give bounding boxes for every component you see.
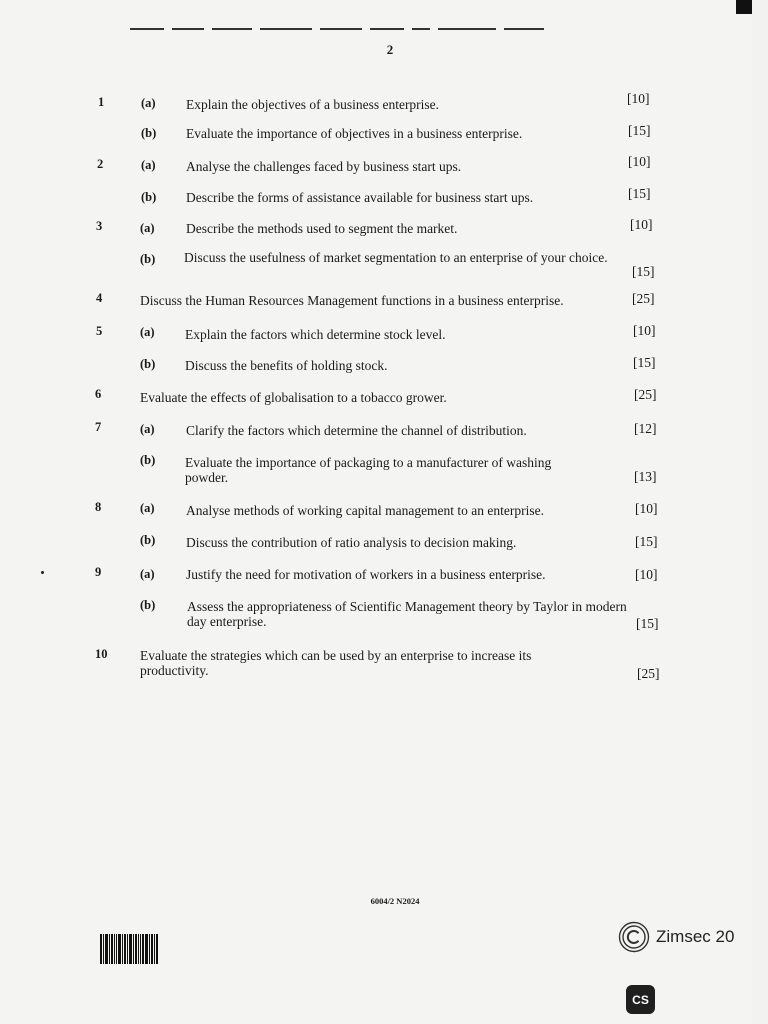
question-part: (a) xyxy=(141,158,156,172)
question-part: (b) xyxy=(140,357,156,371)
page-number: 2 xyxy=(386,42,394,57)
question-part: (a) xyxy=(140,567,155,581)
question-marks: [10] xyxy=(630,217,653,232)
question-marks: [10] xyxy=(628,154,651,169)
question-marks: [10] xyxy=(635,501,658,516)
question-marks: [15] xyxy=(636,616,659,631)
watermark xyxy=(618,921,766,953)
page-corner-shadow xyxy=(736,0,752,14)
question-part: (b) xyxy=(141,126,157,140)
camscanner-logo: CS xyxy=(626,985,655,1014)
question-text: Discuss the benefits of holding stock. xyxy=(185,358,388,373)
question-marks: [25] xyxy=(634,387,657,402)
watermark-text: Zimsec 20 xyxy=(656,927,735,946)
question-number: 6 xyxy=(95,387,102,401)
question-marks: [15] xyxy=(632,264,655,279)
question-number: 7 xyxy=(95,420,102,434)
question-part: (a) xyxy=(140,221,155,235)
question-part: (b) xyxy=(140,252,156,266)
question-marks: [13] xyxy=(634,469,657,484)
question-number: 10 xyxy=(95,647,108,661)
question-number: 8 xyxy=(95,500,102,514)
question-part: (a) xyxy=(140,325,155,339)
question-marks: [25] xyxy=(632,291,655,306)
question-part: (b) xyxy=(140,453,156,467)
question-text: Evaluate the effects of globalisation to a tobacco grower. xyxy=(140,390,447,405)
question-number: 5 xyxy=(96,324,103,338)
question-marks: [15] xyxy=(633,355,656,370)
question-text: Evaluate the importance of packaging to a manufacturer of washing powder. xyxy=(185,455,552,485)
question-text: Analyse the challenges faced by business start ups. xyxy=(186,159,462,174)
question-text: Describe the methods used to segment the market. xyxy=(186,221,458,236)
question-number: 2 xyxy=(97,157,104,171)
question-marks: [25] xyxy=(637,666,660,681)
question-number: 1 xyxy=(98,95,105,109)
question-number: 4 xyxy=(96,291,103,305)
copyright-icon xyxy=(618,921,650,953)
question-marks: [15] xyxy=(628,123,651,138)
question-text: Analyse methods of working capital management to an enterprise. xyxy=(186,503,545,518)
question-text: Clarify the factors which determine the channel of distribution. xyxy=(186,423,527,438)
question-text: Discuss the usefulness of market segmentation to an enterprise of your choice. xyxy=(184,250,608,265)
question-text: Discuss the Human Resources Management functions in a business enterprise. xyxy=(140,293,564,308)
paper-code: 6004/2 N2024 xyxy=(370,896,420,906)
question-text: Discuss the contribution of ratio analysis to decision making. xyxy=(186,535,517,550)
question-number: 3 xyxy=(96,219,103,233)
question-text: Justify the need for motivation of workers in a business enterprise. xyxy=(186,567,546,582)
question-marks: [10] xyxy=(633,323,656,338)
question-part: (a) xyxy=(140,422,155,436)
question-text: Describe the forms of assistance available for business start ups. xyxy=(186,190,534,205)
question-number: 9 xyxy=(95,565,102,579)
question-part: (b) xyxy=(141,190,157,204)
question-text: Explain the objectives of a business enterprise. xyxy=(186,97,440,112)
question-text: Explain the factors which determine stock level. xyxy=(185,327,446,342)
question-part: (a) xyxy=(140,501,155,515)
question-text: Evaluate the importance of objectives in a business enterprise. xyxy=(186,126,523,141)
question-marks: [10] xyxy=(627,91,650,106)
question-text: Assess the appropriateness of Scientific Management theory by Taylor in modern day enterprise. xyxy=(187,599,627,629)
question-marks: [10] xyxy=(635,567,658,582)
question-part: (b) xyxy=(140,598,156,612)
stray-dot xyxy=(41,571,44,574)
question-marks: [15] xyxy=(628,186,651,201)
question-part: (b) xyxy=(140,533,156,547)
barcode xyxy=(100,934,164,964)
question-part: (a) xyxy=(141,96,156,110)
question-marks: [15] xyxy=(635,534,658,549)
question-text: Evaluate the strategies which can be used by an enterprise to increase its productivity. xyxy=(140,648,532,678)
question-marks: [12] xyxy=(634,421,657,436)
